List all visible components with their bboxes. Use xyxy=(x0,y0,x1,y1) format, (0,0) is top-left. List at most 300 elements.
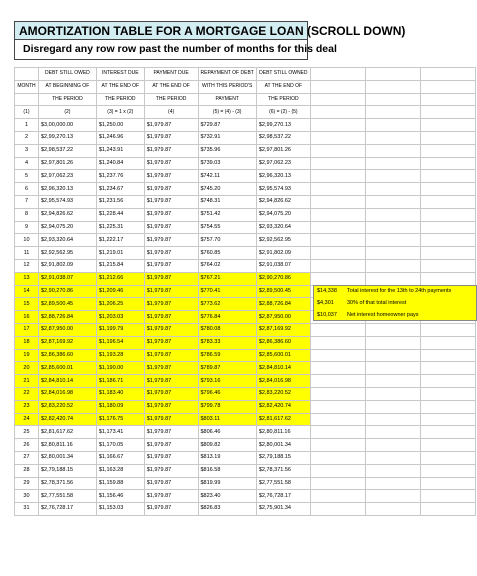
table-cell[interactable]: $2,88,726.84 xyxy=(38,311,96,324)
empty-cell[interactable] xyxy=(420,477,475,490)
table-cell[interactable]: 7 xyxy=(15,195,39,208)
table-cell[interactable]: $1,228.44 xyxy=(96,208,144,221)
header-cell[interactable]: (4) xyxy=(144,106,198,119)
table-cell[interactable]: $2,83,220.52 xyxy=(38,400,96,413)
empty-cell[interactable] xyxy=(310,323,365,336)
empty-cell[interactable] xyxy=(310,93,365,106)
table-cell[interactable]: $819.99 xyxy=(198,477,256,490)
empty-cell[interactable] xyxy=(310,375,365,388)
empty-cell[interactable] xyxy=(310,170,365,183)
empty-cell[interactable] xyxy=(310,413,365,426)
empty-cell[interactable] xyxy=(365,362,420,375)
table-cell[interactable]: $2,79,188.15 xyxy=(256,451,310,464)
table-cell[interactable]: $770.41 xyxy=(198,285,256,298)
table-cell[interactable]: $2,84,810.14 xyxy=(38,375,96,388)
empty-cell[interactable] xyxy=(365,387,420,400)
header-cell[interactable]: WITH THIS PERIOD'S xyxy=(198,80,256,93)
header-cell[interactable] xyxy=(15,93,39,106)
table-cell[interactable]: $2,76,728.17 xyxy=(256,490,310,503)
empty-cell[interactable] xyxy=(365,195,420,208)
empty-cell[interactable] xyxy=(310,234,365,247)
table-cell[interactable]: $1,159.88 xyxy=(96,477,144,490)
table-cell[interactable]: 14 xyxy=(15,285,39,298)
table-cell[interactable]: $1,979.87 xyxy=(144,298,198,311)
empty-cell[interactable] xyxy=(420,323,475,336)
empty-cell[interactable] xyxy=(420,247,475,260)
header-cell[interactable]: THE PERIOD xyxy=(96,93,144,106)
empty-cell[interactable] xyxy=(420,336,475,349)
table-cell[interactable]: $1,979.87 xyxy=(144,285,198,298)
empty-cell[interactable] xyxy=(310,400,365,413)
table-cell[interactable]: $2,77,551.58 xyxy=(256,477,310,490)
empty-cell[interactable] xyxy=(420,259,475,272)
table-cell[interactable]: $2,94,075.20 xyxy=(38,221,96,234)
empty-cell[interactable] xyxy=(365,234,420,247)
table-cell[interactable]: $1,979.87 xyxy=(144,477,198,490)
empty-cell[interactable] xyxy=(365,375,420,388)
table-cell[interactable]: 24 xyxy=(15,413,39,426)
table-cell[interactable]: $1,979.87 xyxy=(144,208,198,221)
table-cell[interactable]: $754.55 xyxy=(198,221,256,234)
table-cell[interactable]: $2,99,270.13 xyxy=(256,119,310,132)
empty-cell[interactable] xyxy=(310,362,365,375)
empty-cell[interactable] xyxy=(365,80,420,93)
empty-cell[interactable] xyxy=(365,426,420,439)
table-cell[interactable]: $1,209.46 xyxy=(96,285,144,298)
table-cell[interactable]: $2,84,016.98 xyxy=(38,387,96,400)
empty-cell[interactable] xyxy=(310,183,365,196)
empty-cell[interactable] xyxy=(310,208,365,221)
table-cell[interactable]: 22 xyxy=(15,387,39,400)
table-cell[interactable]: 6 xyxy=(15,183,39,196)
table-cell[interactable]: $796.46 xyxy=(198,387,256,400)
empty-cell[interactable] xyxy=(420,362,475,375)
table-cell[interactable]: $2,89,500.45 xyxy=(256,285,310,298)
table-cell[interactable]: $2,91,802.09 xyxy=(38,259,96,272)
table-cell[interactable]: $1,193.28 xyxy=(96,349,144,362)
empty-cell[interactable] xyxy=(310,157,365,170)
empty-cell[interactable] xyxy=(310,68,365,81)
table-cell[interactable]: $2,97,062.23 xyxy=(256,157,310,170)
table-cell[interactable]: $1,979.87 xyxy=(144,426,198,439)
table-cell[interactable]: 26 xyxy=(15,439,39,452)
table-cell[interactable]: 16 xyxy=(15,311,39,324)
table-cell[interactable]: $1,979.87 xyxy=(144,221,198,234)
empty-cell[interactable] xyxy=(365,451,420,464)
empty-cell[interactable] xyxy=(420,413,475,426)
empty-cell[interactable] xyxy=(310,259,365,272)
table-cell[interactable]: $2,78,371.56 xyxy=(38,477,96,490)
empty-cell[interactable] xyxy=(420,157,475,170)
table-cell[interactable]: $2,97,801.26 xyxy=(256,144,310,157)
table-cell[interactable]: $1,979.87 xyxy=(144,144,198,157)
empty-cell[interactable] xyxy=(310,195,365,208)
table-cell[interactable]: $2,87,169.92 xyxy=(256,323,310,336)
table-cell[interactable]: $2,89,500.45 xyxy=(38,298,96,311)
empty-cell[interactable] xyxy=(310,144,365,157)
empty-cell[interactable] xyxy=(420,183,475,196)
table-cell[interactable]: $780.08 xyxy=(198,323,256,336)
table-cell[interactable]: $2,93,320.64 xyxy=(256,221,310,234)
table-cell[interactable]: $757.70 xyxy=(198,234,256,247)
empty-cell[interactable] xyxy=(310,247,365,260)
table-cell[interactable]: $2,91,038.07 xyxy=(38,272,96,285)
table-cell[interactable]: $1,183.40 xyxy=(96,387,144,400)
table-cell[interactable]: $2,85,600.01 xyxy=(38,362,96,375)
table-cell[interactable]: $2,90,270.86 xyxy=(256,272,310,285)
empty-cell[interactable] xyxy=(365,503,420,516)
empty-cell[interactable] xyxy=(420,68,475,81)
table-cell[interactable]: $2,94,826.62 xyxy=(38,208,96,221)
table-cell[interactable]: $1,186.71 xyxy=(96,375,144,388)
table-cell[interactable]: $2,81,617.62 xyxy=(38,426,96,439)
header-cell[interactable]: AT THE END OF xyxy=(256,80,310,93)
table-cell[interactable]: $767.21 xyxy=(198,272,256,285)
table-cell[interactable]: $799.78 xyxy=(198,400,256,413)
table-cell[interactable]: $2,94,826.62 xyxy=(256,195,310,208)
table-cell[interactable]: $1,156.46 xyxy=(96,490,144,503)
empty-cell[interactable] xyxy=(365,464,420,477)
table-cell[interactable]: $739.03 xyxy=(198,157,256,170)
empty-cell[interactable] xyxy=(365,259,420,272)
table-cell[interactable]: $2,78,371.56 xyxy=(256,464,310,477)
empty-cell[interactable] xyxy=(420,131,475,144)
table-cell[interactable]: $729.87 xyxy=(198,119,256,132)
table-cell[interactable]: $1,203.03 xyxy=(96,311,144,324)
table-cell[interactable]: $1,166.67 xyxy=(96,451,144,464)
empty-cell[interactable] xyxy=(365,106,420,119)
table-cell[interactable]: 21 xyxy=(15,375,39,388)
table-cell[interactable]: $742.11 xyxy=(198,170,256,183)
table-cell[interactable]: $2,83,220.52 xyxy=(256,387,310,400)
empty-cell[interactable] xyxy=(365,349,420,362)
table-cell[interactable]: $2,85,600.01 xyxy=(256,349,310,362)
header-cell[interactable]: PAYMENT DUE xyxy=(144,68,198,81)
table-cell[interactable]: $1,979.87 xyxy=(144,234,198,247)
empty-cell[interactable] xyxy=(420,208,475,221)
table-cell[interactable]: $2,87,169.92 xyxy=(38,336,96,349)
table-cell[interactable]: $773.62 xyxy=(198,298,256,311)
table-cell[interactable]: $3,00,000.00 xyxy=(38,119,96,132)
table-cell[interactable]: $1,246.96 xyxy=(96,131,144,144)
header-cell[interactable] xyxy=(15,68,39,81)
table-cell[interactable]: $1,979.87 xyxy=(144,375,198,388)
table-cell[interactable]: $1,243.91 xyxy=(96,144,144,157)
table-cell[interactable]: $803.11 xyxy=(198,413,256,426)
empty-cell[interactable] xyxy=(420,93,475,106)
table-cell[interactable]: $1,979.87 xyxy=(144,183,198,196)
table-cell[interactable]: $2,92,562.95 xyxy=(256,234,310,247)
table-cell[interactable]: $1,979.87 xyxy=(144,195,198,208)
empty-cell[interactable] xyxy=(365,400,420,413)
table-cell[interactable]: $1,979.87 xyxy=(144,387,198,400)
table-cell[interactable]: $2,92,562.95 xyxy=(38,247,96,260)
empty-cell[interactable] xyxy=(420,272,475,285)
empty-cell[interactable] xyxy=(365,323,420,336)
header-cell[interactable]: (3) = 1 x (2) xyxy=(96,106,144,119)
table-cell[interactable]: 10 xyxy=(15,234,39,247)
table-cell[interactable]: $2,79,188.15 xyxy=(38,464,96,477)
table-cell[interactable]: $751.42 xyxy=(198,208,256,221)
header-cell[interactable]: (2) xyxy=(38,106,96,119)
table-cell[interactable]: 19 xyxy=(15,349,39,362)
table-cell[interactable]: 17 xyxy=(15,323,39,336)
table-cell[interactable]: $1,180.09 xyxy=(96,400,144,413)
table-cell[interactable]: $2,84,016.98 xyxy=(256,375,310,388)
table-cell[interactable]: $1,979.87 xyxy=(144,439,198,452)
empty-cell[interactable] xyxy=(310,387,365,400)
table-cell[interactable]: 28 xyxy=(15,464,39,477)
empty-cell[interactable] xyxy=(365,144,420,157)
table-cell[interactable]: $1,979.87 xyxy=(144,247,198,260)
table-cell[interactable]: $789.87 xyxy=(198,362,256,375)
table-cell[interactable]: $2,82,420.74 xyxy=(38,413,96,426)
table-cell[interactable]: $1,199.79 xyxy=(96,323,144,336)
empty-cell[interactable] xyxy=(310,119,365,132)
table-cell[interactable]: $2,84,810.14 xyxy=(256,362,310,375)
empty-cell[interactable] xyxy=(420,119,475,132)
table-cell[interactable]: $776.84 xyxy=(198,311,256,324)
header-cell[interactable]: (6) = (2) - (5) xyxy=(256,106,310,119)
table-cell[interactable]: 20 xyxy=(15,362,39,375)
empty-cell[interactable] xyxy=(420,106,475,119)
table-cell[interactable]: 25 xyxy=(15,426,39,439)
table-cell[interactable]: $2,88,726.84 xyxy=(256,298,310,311)
table-cell[interactable]: $1,173.41 xyxy=(96,426,144,439)
empty-cell[interactable] xyxy=(420,349,475,362)
empty-cell[interactable] xyxy=(310,106,365,119)
empty-cell[interactable] xyxy=(365,477,420,490)
table-cell[interactable]: $1,979.87 xyxy=(144,311,198,324)
table-cell[interactable]: 3 xyxy=(15,144,39,157)
empty-cell[interactable] xyxy=(365,490,420,503)
table-cell[interactable]: $1,979.87 xyxy=(144,157,198,170)
table-cell[interactable]: $786.59 xyxy=(198,349,256,362)
table-cell[interactable]: $1,979.87 xyxy=(144,413,198,426)
empty-cell[interactable] xyxy=(420,503,475,516)
table-cell[interactable]: $1,979.87 xyxy=(144,349,198,362)
table-cell[interactable]: 15 xyxy=(15,298,39,311)
empty-cell[interactable] xyxy=(310,221,365,234)
table-cell[interactable]: $1,979.87 xyxy=(144,362,198,375)
empty-cell[interactable] xyxy=(365,247,420,260)
table-cell[interactable]: $2,80,001.34 xyxy=(256,439,310,452)
table-cell[interactable]: 9 xyxy=(15,221,39,234)
empty-cell[interactable] xyxy=(365,413,420,426)
table-cell[interactable]: $2,86,386.60 xyxy=(256,336,310,349)
table-cell[interactable]: $1,979.87 xyxy=(144,451,198,464)
header-cell[interactable]: INTEREST DUE xyxy=(96,68,144,81)
table-cell[interactable]: $1,163.28 xyxy=(96,464,144,477)
table-cell[interactable]: $809.82 xyxy=(198,439,256,452)
empty-cell[interactable] xyxy=(420,195,475,208)
table-cell[interactable]: $2,99,270.13 xyxy=(38,131,96,144)
table-cell[interactable]: $2,80,811.16 xyxy=(256,426,310,439)
empty-cell[interactable] xyxy=(365,157,420,170)
table-cell[interactable]: 27 xyxy=(15,451,39,464)
table-cell[interactable]: $1,222.17 xyxy=(96,234,144,247)
empty-cell[interactable] xyxy=(365,119,420,132)
table-cell[interactable]: $826.83 xyxy=(198,503,256,516)
empty-cell[interactable] xyxy=(365,170,420,183)
table-cell[interactable]: $2,96,320.13 xyxy=(256,170,310,183)
table-cell[interactable]: 13 xyxy=(15,272,39,285)
table-cell[interactable]: $2,76,728.17 xyxy=(38,503,96,516)
table-cell[interactable]: $1,231.56 xyxy=(96,195,144,208)
table-cell[interactable]: $2,91,038.07 xyxy=(256,259,310,272)
header-cell[interactable]: (1) xyxy=(15,106,39,119)
table-cell[interactable]: $2,75,901.34 xyxy=(256,503,310,516)
empty-cell[interactable] xyxy=(365,93,420,106)
table-cell[interactable]: $783.33 xyxy=(198,336,256,349)
header-cell[interactable]: DEBT STILL OWNED xyxy=(256,68,310,81)
empty-cell[interactable] xyxy=(365,208,420,221)
header-cell[interactable]: THE PERIOD xyxy=(38,93,96,106)
empty-cell[interactable] xyxy=(420,144,475,157)
table-cell[interactable]: $1,979.87 xyxy=(144,119,198,132)
table-cell[interactable]: $1,250.00 xyxy=(96,119,144,132)
table-cell[interactable]: $2,81,617.62 xyxy=(256,413,310,426)
empty-cell[interactable] xyxy=(310,490,365,503)
table-cell[interactable]: $1,979.87 xyxy=(144,323,198,336)
empty-cell[interactable] xyxy=(420,387,475,400)
table-cell[interactable]: $1,153.03 xyxy=(96,503,144,516)
header-cell[interactable]: PAYMENT xyxy=(198,93,256,106)
table-cell[interactable]: $813.19 xyxy=(198,451,256,464)
header-cell[interactable]: THE PERIOD xyxy=(256,93,310,106)
table-cell[interactable]: $2,80,001.34 xyxy=(38,451,96,464)
table-cell[interactable]: $2,95,574.93 xyxy=(256,183,310,196)
empty-cell[interactable] xyxy=(310,503,365,516)
table-cell[interactable]: $1,979.87 xyxy=(144,503,198,516)
table-cell[interactable]: $823.40 xyxy=(198,490,256,503)
empty-cell[interactable] xyxy=(310,131,365,144)
table-cell[interactable]: $745.20 xyxy=(198,183,256,196)
empty-cell[interactable] xyxy=(420,221,475,234)
empty-cell[interactable] xyxy=(310,451,365,464)
empty-cell[interactable] xyxy=(420,451,475,464)
table-cell[interactable]: $2,90,270.86 xyxy=(38,285,96,298)
table-cell[interactable]: $2,87,950.00 xyxy=(256,311,310,324)
empty-cell[interactable] xyxy=(420,234,475,247)
empty-cell[interactable] xyxy=(310,272,365,285)
table-cell[interactable]: 5 xyxy=(15,170,39,183)
table-cell[interactable]: $1,979.87 xyxy=(144,400,198,413)
table-cell[interactable]: $1,234.67 xyxy=(96,183,144,196)
table-cell[interactable]: $2,82,420.74 xyxy=(256,400,310,413)
table-cell[interactable]: 18 xyxy=(15,336,39,349)
empty-cell[interactable] xyxy=(365,439,420,452)
table-cell[interactable]: $732.91 xyxy=(198,131,256,144)
table-cell[interactable]: $1,979.87 xyxy=(144,464,198,477)
empty-cell[interactable] xyxy=(310,426,365,439)
table-cell[interactable]: $1,225.31 xyxy=(96,221,144,234)
empty-cell[interactable] xyxy=(420,375,475,388)
table-cell[interactable]: $2,97,062.23 xyxy=(38,170,96,183)
empty-cell[interactable] xyxy=(310,439,365,452)
table-cell[interactable]: $1,170.05 xyxy=(96,439,144,452)
table-cell[interactable]: $1,219.01 xyxy=(96,247,144,260)
table-cell[interactable]: 4 xyxy=(15,157,39,170)
table-cell[interactable]: $2,91,802.09 xyxy=(256,247,310,260)
table-cell[interactable]: $2,98,537.22 xyxy=(38,144,96,157)
header-cell[interactable]: MONTH xyxy=(15,80,39,93)
table-cell[interactable]: $2,86,386.60 xyxy=(38,349,96,362)
table-cell[interactable]: $1,979.87 xyxy=(144,131,198,144)
table-cell[interactable]: $1,979.87 xyxy=(144,259,198,272)
empty-cell[interactable] xyxy=(365,272,420,285)
empty-cell[interactable] xyxy=(420,80,475,93)
table-cell[interactable]: $2,93,320.64 xyxy=(38,234,96,247)
table-cell[interactable]: 2 xyxy=(15,131,39,144)
table-cell[interactable]: $2,95,574.93 xyxy=(38,195,96,208)
table-cell[interactable]: 12 xyxy=(15,259,39,272)
table-cell[interactable]: $1,190.00 xyxy=(96,362,144,375)
empty-cell[interactable] xyxy=(310,477,365,490)
empty-cell[interactable] xyxy=(365,336,420,349)
table-cell[interactable]: $1,196.54 xyxy=(96,336,144,349)
table-cell[interactable]: 31 xyxy=(15,503,39,516)
table-cell[interactable]: $806.46 xyxy=(198,426,256,439)
header-cell[interactable]: AT THE END OF xyxy=(144,80,198,93)
header-cell[interactable]: DEBT STILL OWED xyxy=(38,68,96,81)
empty-cell[interactable] xyxy=(365,183,420,196)
table-cell[interactable]: $2,94,075.20 xyxy=(256,208,310,221)
table-cell[interactable]: $1,206.25 xyxy=(96,298,144,311)
table-cell[interactable]: $2,77,551.58 xyxy=(38,490,96,503)
table-cell[interactable]: $1,237.76 xyxy=(96,170,144,183)
table-cell[interactable]: $1,215.84 xyxy=(96,259,144,272)
header-cell[interactable]: (5) = (4) - (3) xyxy=(198,106,256,119)
table-cell[interactable]: $1,979.87 xyxy=(144,490,198,503)
header-cell[interactable]: REPAYMENT OF DEBT xyxy=(198,68,256,81)
empty-cell[interactable] xyxy=(420,400,475,413)
empty-cell[interactable] xyxy=(310,336,365,349)
table-cell[interactable]: $793.16 xyxy=(198,375,256,388)
table-cell[interactable]: 29 xyxy=(15,477,39,490)
table-cell[interactable]: $760.85 xyxy=(198,247,256,260)
empty-cell[interactable] xyxy=(365,221,420,234)
table-cell[interactable]: $735.96 xyxy=(198,144,256,157)
empty-cell[interactable] xyxy=(365,131,420,144)
table-cell[interactable]: $1,176.75 xyxy=(96,413,144,426)
empty-cell[interactable] xyxy=(365,68,420,81)
empty-cell[interactable] xyxy=(310,80,365,93)
empty-cell[interactable] xyxy=(310,464,365,477)
table-cell[interactable]: $1,979.87 xyxy=(144,272,198,285)
table-cell[interactable]: 23 xyxy=(15,400,39,413)
table-cell[interactable]: $2,87,950.00 xyxy=(38,323,96,336)
table-cell[interactable]: $2,96,320.13 xyxy=(38,183,96,196)
header-cell[interactable]: AT THE END OF xyxy=(96,80,144,93)
table-cell[interactable]: $1,240.84 xyxy=(96,157,144,170)
header-cell[interactable]: AT BEGINNING OF xyxy=(38,80,96,93)
table-cell[interactable]: $1,979.87 xyxy=(144,336,198,349)
table-cell[interactable]: $816.58 xyxy=(198,464,256,477)
table-cell[interactable]: 8 xyxy=(15,208,39,221)
table-cell[interactable]: $1,979.87 xyxy=(144,170,198,183)
empty-cell[interactable] xyxy=(310,349,365,362)
table-cell[interactable]: $1,212.66 xyxy=(96,272,144,285)
table-cell[interactable]: $748.31 xyxy=(198,195,256,208)
empty-cell[interactable] xyxy=(420,490,475,503)
table-cell[interactable]: $2,97,801.26 xyxy=(38,157,96,170)
table-cell[interactable]: $2,80,811.16 xyxy=(38,439,96,452)
empty-cell[interactable] xyxy=(420,464,475,477)
header-cell[interactable]: THE PERIOD xyxy=(144,93,198,106)
table-cell[interactable]: 11 xyxy=(15,247,39,260)
empty-cell[interactable] xyxy=(420,439,475,452)
